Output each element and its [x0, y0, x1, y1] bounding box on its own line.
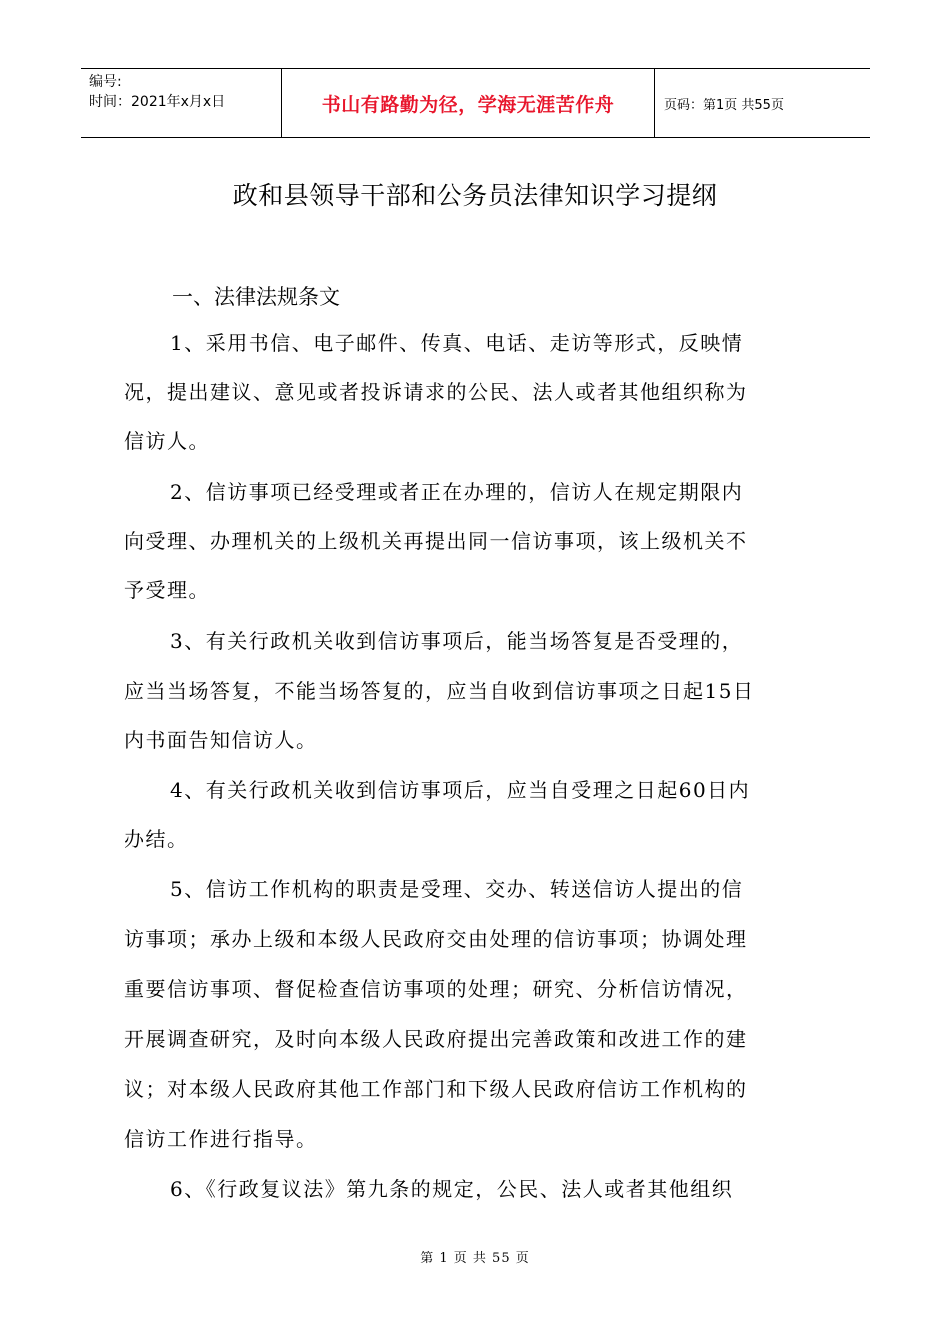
paragraph-line: 访事项；承办上级和本级人民政府交由处理的信访事项；协调处理	[124, 927, 748, 951]
document-number-label: 编号:	[89, 74, 122, 90]
paragraph-line: 予受理。	[124, 578, 210, 602]
paragraph-line: 应当当场答复，不能当场答复的，应当自收到信访事项之日起15日	[124, 679, 755, 703]
paragraph-line: 况，提出建议、意见或者投诉请求的公民、法人或者其他组织称为	[124, 380, 748, 404]
paragraph-line: 议；对本级人民政府其他工作部门和下级人民政府信访工作机构的	[124, 1077, 748, 1101]
header-page-info: 页码：第1页 共55页	[664, 97, 784, 113]
paragraph-line: 3、有关行政机关收到信访事项后，能当场答复是否受理的，	[170, 629, 744, 653]
paragraph-line: 1、采用书信、电子邮件、传真、电话、走访等形式，反映情	[170, 331, 744, 355]
page-footer: 第 1 页 共 55 页	[420, 1251, 530, 1266]
paragraph-line: 信访工作进行指导。	[124, 1127, 318, 1151]
paragraph-line: 5、信访工作机构的职责是受理、交办、转送信访人提出的信	[170, 877, 744, 901]
paragraph-line: 办结。	[124, 827, 189, 851]
paragraph-line: 2、信访事项已经受理或者正在办理的，信访人在规定期限内	[170, 480, 744, 504]
header-meta	[81, 69, 282, 137]
paragraph-line: 4、有关行政机关收到信访事项后，应当自受理之日起60日内	[170, 778, 751, 802]
paragraph-line: 内书面告知信访人。	[124, 728, 318, 752]
paragraph-line: 开展调查研究，及时向本级人民政府提出完善政策和改进工作的建	[124, 1027, 748, 1051]
section-heading: 一、法律法规条文	[172, 285, 340, 309]
document-header	[81, 68, 870, 138]
document-title: 政和县领导干部和公务员法律知识学习提纲	[232, 181, 718, 210]
paragraph-line: 向受理、办理机关的上级机关再提出同一信访事项，该上级机关不	[124, 529, 748, 553]
document-date-label: 时间：2021年x月x日	[89, 94, 226, 110]
header-motto: 书山有路勤为径，学海无涯苦作舟	[282, 69, 655, 137]
paragraph-line: 重要信访事项、督促检查信访事项的处理；研究、分析信访情况，	[124, 977, 748, 1001]
paragraph-line: 6、《行政复议法》第九条的规定，公民、法人或者其他组织	[170, 1177, 734, 1201]
paragraph-line: 信访人。	[124, 429, 210, 453]
